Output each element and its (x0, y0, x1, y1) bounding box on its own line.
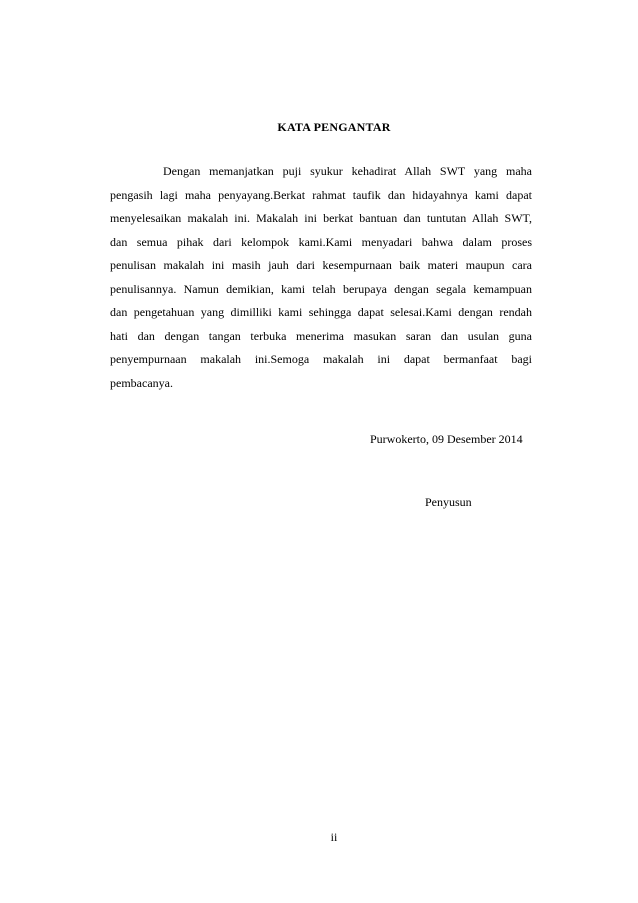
paragraph-line: penulisannya. Namun demikian, kami telah berupaya dengan segala kemampuan (110, 281, 532, 296)
page-title: KATA PENGANTAR (277, 120, 391, 134)
body-paragraph (110, 160, 532, 395)
author-label: Penyusun (425, 495, 472, 509)
paragraph-line: hati dan dengan tangan terbuka menerima masukan saran dan usulan guna (110, 328, 532, 343)
paragraph-line: menyelesaikan makalah ini. Makalah ini berkat bantuan dan tuntutan Allah SWT, (110, 211, 532, 225)
paragraph-line: penyempurnaan makalah ini.Semoga makalah ini dapat bermanfaat bagi (110, 352, 532, 366)
paragraph-line: pembacanya. (110, 375, 173, 390)
page-number: ii (330, 830, 338, 844)
place-date: Purwokerto, 09 Desember 2014 (370, 432, 523, 446)
paragraph-line: dan pengetahuan yang dimilliki kami sehingga dapat selesai.Kami dengan rendah (110, 305, 532, 319)
paragraph-line: pengasih lagi maha penyayang.Berkat rahmat taufik dan hidayahnya kami dapat (110, 187, 532, 202)
paragraph-line: Dengan memanjatkan puji syukur kehadirat Allah SWT yang maha (163, 164, 532, 178)
paragraph-line: dan semua pihak dari kelompok kami.Kami menyadari bahwa dalam proses (110, 234, 532, 249)
paragraph-line: penulisan makalah ini masih jauh dari kesempurnaan baik materi maupun cara (110, 258, 532, 272)
